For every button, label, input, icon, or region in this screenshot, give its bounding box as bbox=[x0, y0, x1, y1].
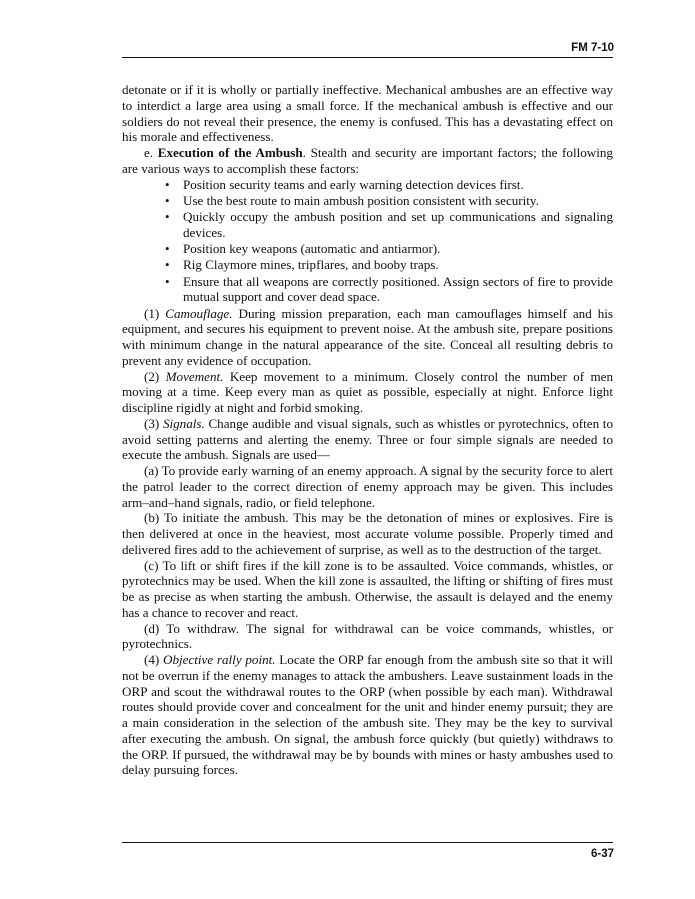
paragraph-signal-c: (c) To lift or shift fires if the kill zone is to be assaulted. Voice commands, whistles, or pyrotechnics may be used. When the kill zone is assaulted, the lifting or shifting of fires must be as precise as when starting the ambush. Otherwise, the assault is delayed and the enemy has a chance to recover and react. bbox=[122, 557, 613, 620]
paragraph-signal-a: (a) To provide early warning of an enemy approach. A signal by the security force to alert the patrol leader to the correct direction of enemy approach may be given. This includes arm–and–hand signals, radio, or field telephone. bbox=[122, 463, 613, 510]
paragraph-e bbox=[122, 145, 613, 177]
paragraph-camouflage: (1) Camouflage. During mission preparation, each man camouflages himself and his equipment, and secures his equipment to prevent noise. At the ambush site, prepare positions with minimum change in the natural appearance of the site. Conceal all resulting debris to prevent any evidence of occupation. bbox=[122, 305, 613, 368]
bullet-icon: • bbox=[165, 192, 170, 208]
bullet-list bbox=[122, 177, 613, 306]
list-item: • Rig Claymore mines, tripflares, and booby traps. bbox=[165, 257, 439, 273]
paragraph-movement-title: Movement. bbox=[165, 368, 224, 384]
bullet-icon: • bbox=[165, 273, 170, 289]
paragraph-e-heading: Execution of the Ambush bbox=[157, 145, 303, 160]
footer-rule bbox=[122, 842, 613, 843]
bullet-icon: • bbox=[165, 176, 170, 192]
bullet-icon: • bbox=[165, 257, 170, 273]
list-item: • Ensure that all weapons are correctly positioned. Assign sectors of fire to provide mutual support and cover dead space. bbox=[165, 273, 613, 305]
list-item: • Position key weapons (automatic and antiarmor). bbox=[165, 241, 441, 256]
list-item: • Quickly occupy the ambush position and set up communications and signaling devices. bbox=[165, 209, 613, 240]
paragraph-signals: (3) Signals. Change audible and visual signals, such as whistles or pyrotechnics, often to avoid setting patterns and alerting the enemy. Three or four simple signals are needed to execute the ambush. Signals are used— bbox=[122, 415, 613, 463]
header-manual-label: FM 7-10 bbox=[571, 42, 614, 54]
header-rule bbox=[122, 57, 613, 58]
paragraph-signal-d: (d) To withdraw. The signal for withdrawal can be voice commands, whistles, or pyrotechnics. bbox=[122, 620, 613, 652]
bullet-icon: • bbox=[165, 241, 170, 256]
paragraph-intro: detonate or if it is wholly or partially ineffective. Mechanical ambushes are an effective way to interdict a large area using a small force. If the mechanical ambush is effective and our soldiers do not reveal their presence, the enemy is confused. This has a devastating effect on his morale and effectiveness. bbox=[122, 82, 613, 145]
list-item: • Position security teams and early warning detection devices first. bbox=[165, 176, 524, 192]
paragraph-orp-title: Objective rally point. bbox=[163, 652, 276, 667]
page-number: 6-37 bbox=[590, 848, 614, 860]
paragraph-signals-title: Signals. bbox=[162, 415, 205, 431]
list-item: • Use the best route to main ambush position consistent with security. bbox=[165, 192, 539, 208]
paragraph-signal-b: (b) To initiate the ambush. This may be the detonation of mines or explosives. Fire is then delivered at once in the heaviest, most accurate volume possible. Properly timed and delivered fires add to the achievement of surprise, as well as to the destruction of the target. bbox=[122, 510, 613, 557]
paragraph-movement: (2) Movement. Keep movement to a minimum. Closely control the number of men moving at a time. Keep every man as quiet as possible, especially at night. Enforce light discipline rigidly at night and forbid smoking. bbox=[122, 368, 613, 415]
paragraph-objective-rally-point: (4) Objective rally point. Locate the ORP far enough from the ambush site so that it will not be overrun if the enemy manages to attack the ambushers. Leave sustainment loads in the ORP and scout the withdrawal routes to the ORP (when possible by each man). Withdrawal routes should provide cover and concealment for the unit and hinder enemy pursuit; they are a main consideration in the selection of the ambush site. They may be the key to survival after executing the ambush. On signal, the ambush force quickly (but quietly) withdraws to the ORP. If pursued, the withdrawal may be by bounds with mines or hasty ambushes used to delay pursuing forces. bbox=[122, 652, 613, 778]
body-text bbox=[122, 82, 613, 778]
paragraph-e-text: . Stealth and security are important factors; the following are various ways to accomplish these factors: bbox=[122, 145, 613, 176]
bullet-icon: • bbox=[165, 209, 170, 224]
paragraph-e-prefix: e. bbox=[144, 145, 154, 160]
paragraph-camouflage-title: Camouflage. bbox=[165, 305, 233, 321]
